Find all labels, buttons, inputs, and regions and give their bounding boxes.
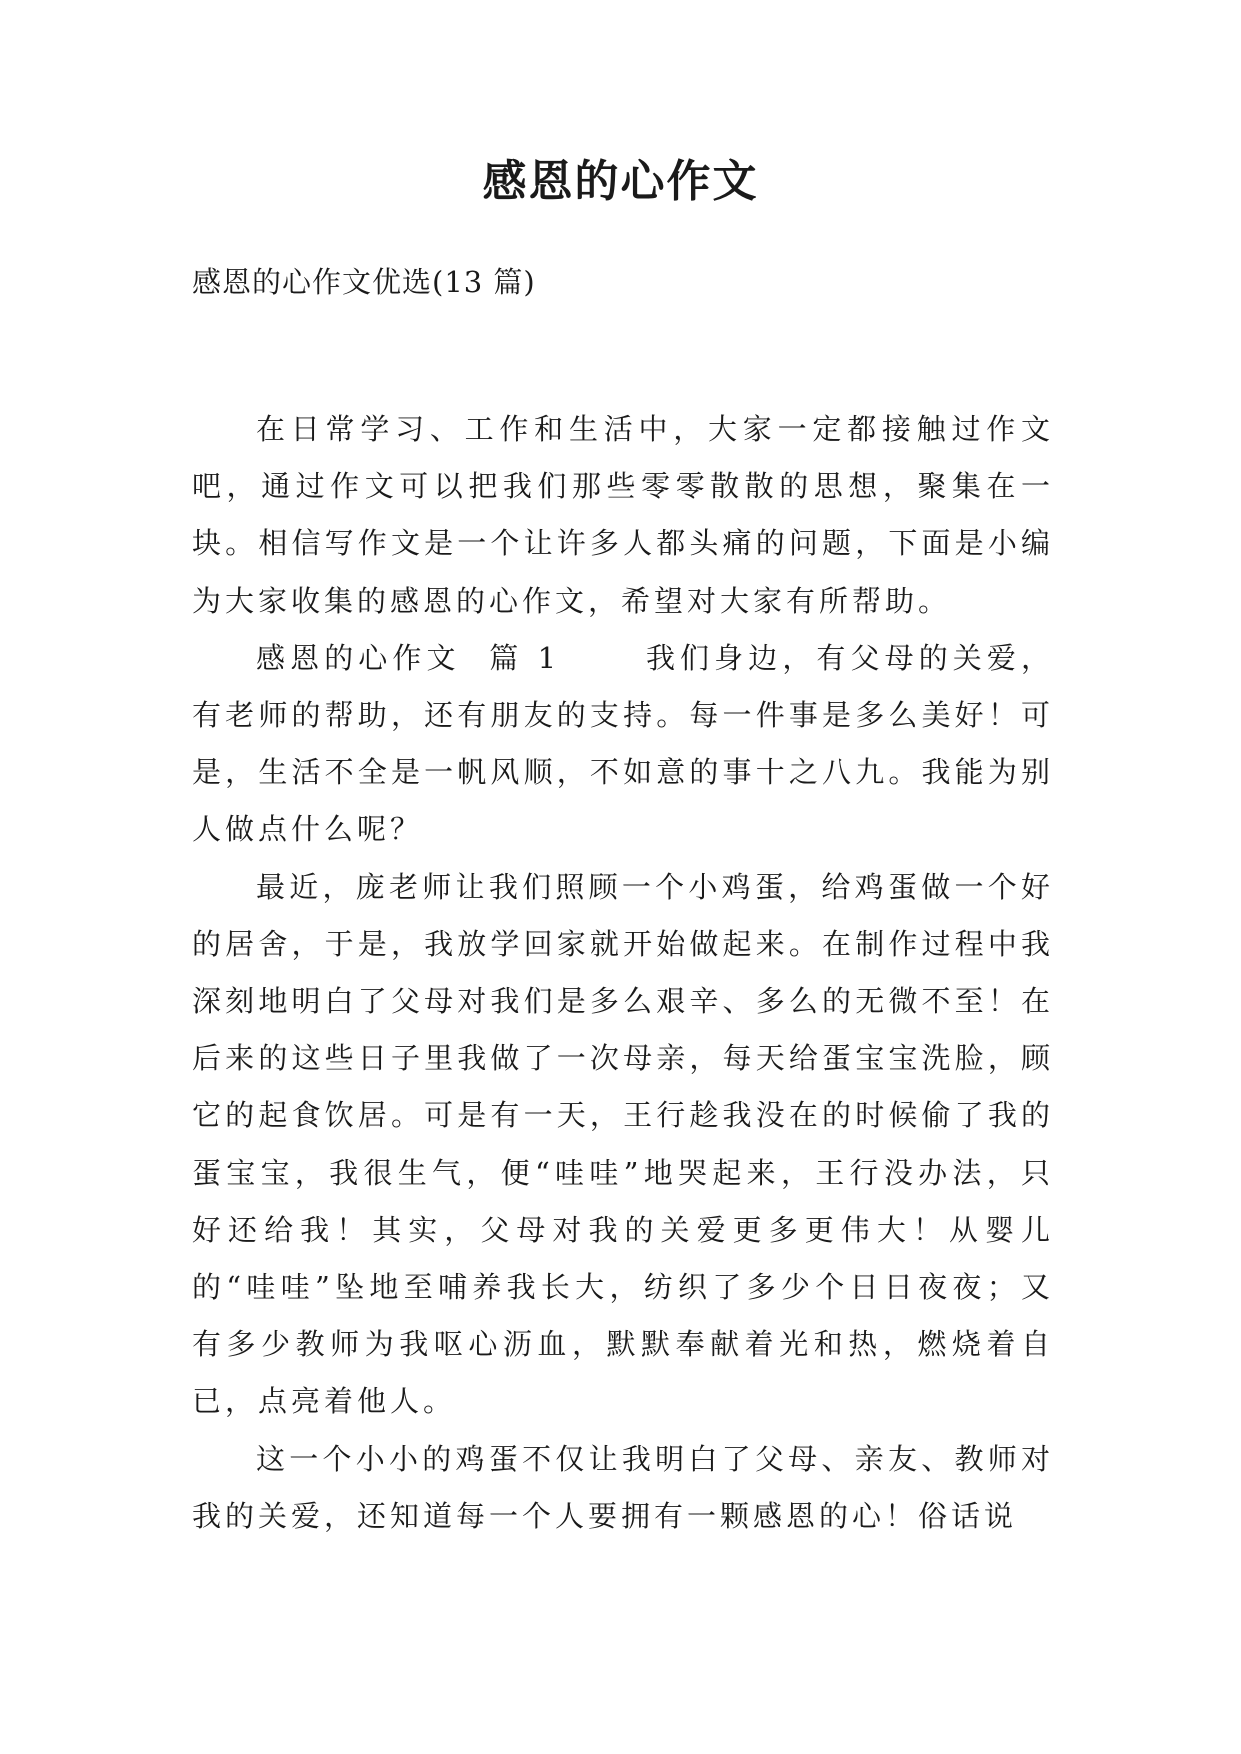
document-body — [192, 401, 1054, 1545]
paragraph-essay-1-egg: 最近，庞老师让我们照顾一个小鸡蛋，给鸡蛋做一个好的居舍，于是，我放学回家就开始做起来。在制作过程中我深刻地明白了父母对我们是多么艰辛、多么的无微不至！在后来的这些日子里我做了一次母亲，每天给蛋宝宝洗脸，顾它的起食饮居。可是有一天，王行趁我没在的时候偷了我的蛋宝宝，我很生气，便“哇哇”地哭起来，王行没办法，只好还给我！其实，父母对我的关爱更多更伟大！从婴儿的“哇哇”坠地至哺养我长大，纺织了多少个日日夜夜；又有多少教师为我呕心沥血，默默奉献着光和热，燃烧着自已，点亮着他人。 — [192, 869, 1054, 1419]
paragraph-intro: 在日常学习、工作和生活中，大家一定都接触过作文吧，通过作文可以把我们那些零零散散的思想，聚集在一块。相信写作文是一个让许多人都头痛的问题，下面是小编为大家收集的感恩的心作文，希望对大家有所帮助。 — [192, 412, 1054, 618]
paragraph-essay-1-gratitude: 这一个小小的鸡蛋不仅让我明白了父母、亲友、教师对我的关爱，还知道每一个人要拥有一颗感恩的心！俗话说 — [192, 1441, 1054, 1533]
document-subtitle: 感恩的心作文优选(13 篇) — [192, 265, 536, 299]
page-title: 感恩的心作文 — [482, 156, 759, 207]
paragraph-essay-1-opening: 感恩的心作文 篇 1 我们身边，有父母的关爱，有老师的帮助，还有朋友的支持。每一件事是多么美好！可是，生活不全是一帆风顺，不如意的事十之八九。我能为别人做点什么呢？ — [192, 640, 1054, 847]
